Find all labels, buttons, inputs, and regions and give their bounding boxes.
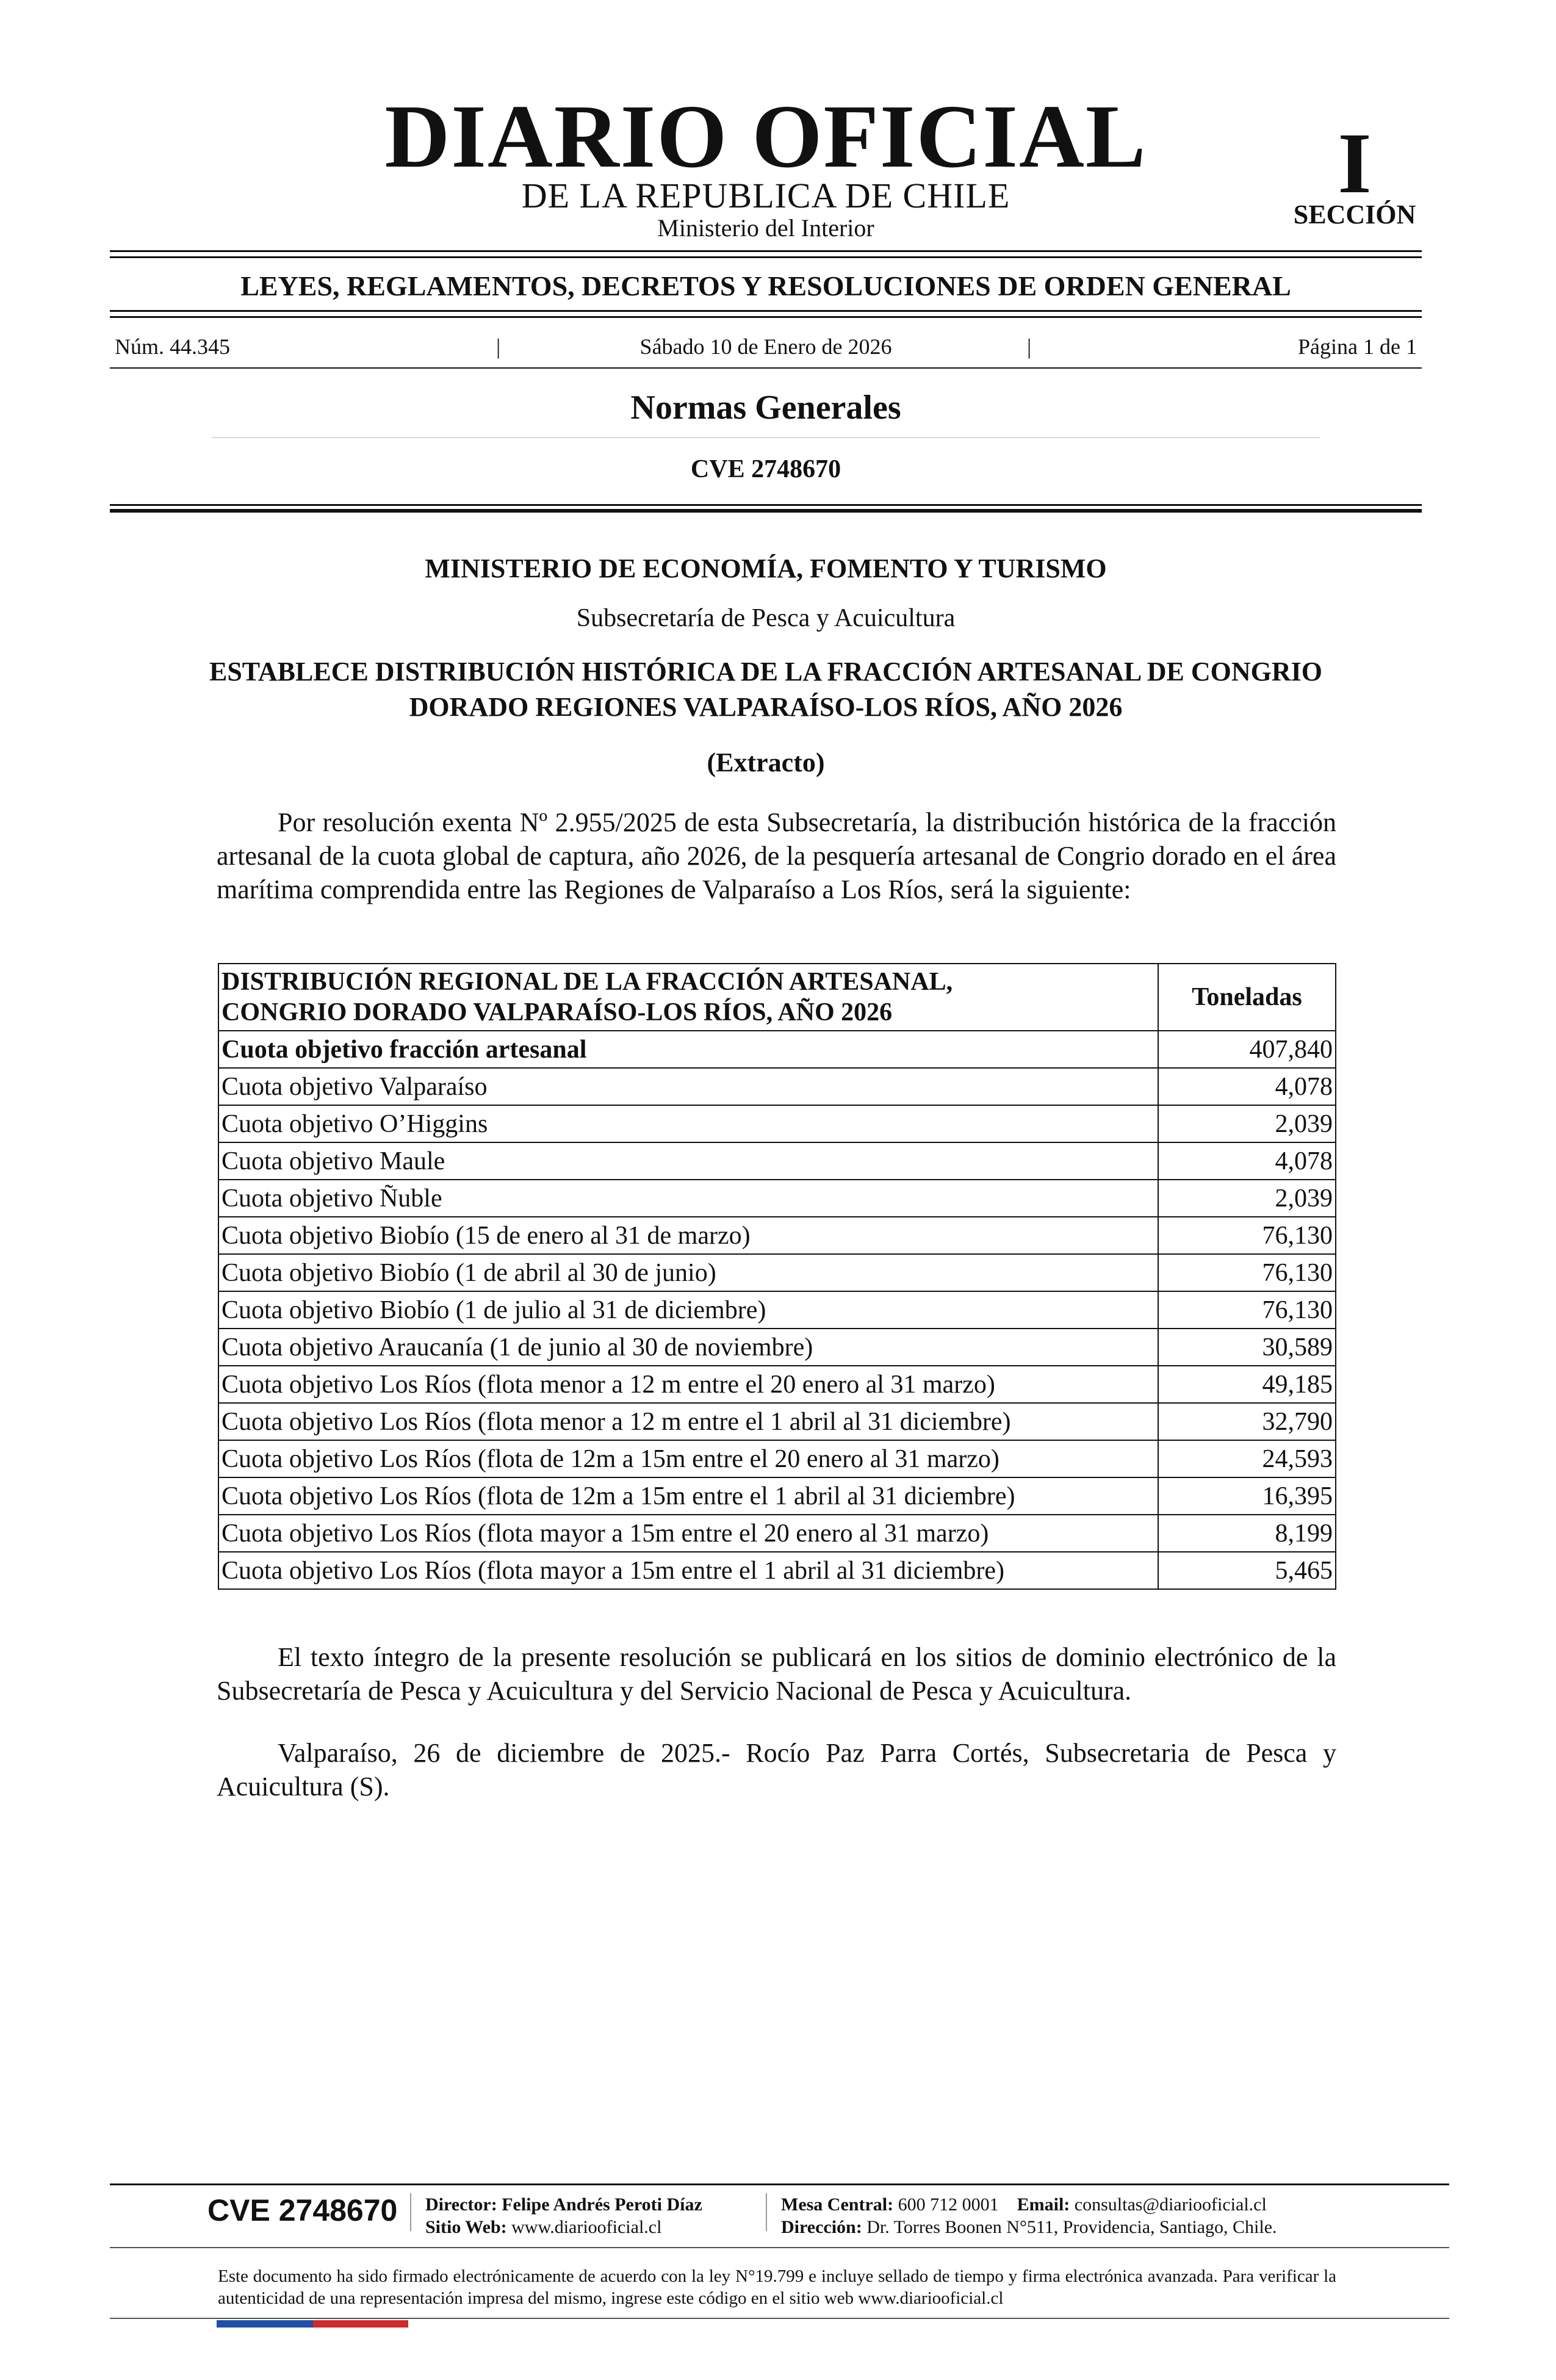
phone-number: 600 712 0001 [898, 2194, 999, 2215]
category-heading: Normas Generales [630, 389, 901, 427]
director-name: Felipe Andrés Peroti Díaz [502, 2194, 702, 2215]
row-label: Cuota objetivo Araucanía (1 de junio al 30 de noviembre) [218, 1329, 1158, 1366]
row-label: Cuota objetivo Biobío (1 de julio al 31 de diciembre) [218, 1291, 1158, 1329]
row-value: 4,078 [1158, 1142, 1336, 1180]
director-label: Director: [425, 2194, 497, 2215]
table-header-line1: DISTRIBUCIÓN REGIONAL DE LA FRACCIÓN ARTESANAL, [222, 968, 953, 996]
issue-rule [110, 367, 1422, 369]
footer-website-link[interactable]: www.diariooficial.cl [511, 2217, 662, 2237]
address-text: Dr. Torres Boonen N°511, Providencia, Santiago, Chile. [866, 2217, 1277, 2237]
row-value: 76,130 [1158, 1254, 1336, 1291]
issue-separator: | [1027, 334, 1032, 359]
footer-contact [781, 2193, 1277, 2238]
row-value: 5,465 [1158, 1552, 1336, 1589]
row-value: 76,130 [1158, 1217, 1336, 1254]
table-row [218, 1180, 1336, 1217]
footer-email-link[interactable]: consultas@diariooficial.cl [1074, 2194, 1267, 2215]
table-row [218, 1068, 1336, 1105]
signature-paragraph: Valparaíso, 26 de diciembre de 2025.- Rocío Paz Parra Cortés, Subsecretaria de Pesca y Acuicultura (S). [217, 1738, 1336, 1801]
table-row [218, 1477, 1336, 1515]
table-row [218, 1254, 1336, 1291]
masthead-rule-top-1 [110, 250, 1422, 252]
banner-rule-2 [110, 316, 1422, 318]
issue-page: Página 1 de 1 [1298, 334, 1417, 359]
row-label: Cuota objetivo Biobío (1 de abril al 30 de junio) [218, 1254, 1158, 1291]
table-row [218, 1552, 1336, 1589]
table-row [218, 1329, 1336, 1366]
phone-label: Mesa Central: [781, 2194, 894, 2215]
section-label: SECCIÓN [1293, 200, 1416, 229]
cve-rule-1 [110, 504, 1422, 506]
row-label: Cuota objetivo Los Ríos (flota menor a 12 m entre el 1 abril al 31 diciembre) [218, 1403, 1158, 1440]
footer-cve: CVE 2748670 [207, 2193, 398, 2227]
flag-stripe-blue [217, 2320, 313, 2328]
row-label: Cuota objetivo Los Ríos (flota menor a 12 m entre el 20 enero al 31 marzo) [218, 1366, 1158, 1403]
cve-code: CVE 2748670 [690, 455, 841, 483]
table-header-unit: Toneladas [1158, 964, 1336, 1031]
banner-rule-1 [110, 310, 1422, 312]
row-value: 407,840 [1158, 1031, 1336, 1068]
row-label: Cuota objetivo Biobío (15 de enero al 31 de marzo) [218, 1217, 1158, 1254]
row-value: 49,185 [1158, 1366, 1336, 1403]
table-header-row [218, 964, 1336, 1031]
table-row [218, 1403, 1336, 1440]
row-value: 8,199 [1158, 1515, 1336, 1552]
row-value: 76,130 [1158, 1291, 1336, 1329]
section-number: I [1338, 115, 1372, 211]
table-header-line2: CONGRIO DORADO VALPARAÍSO-LOS RÍOS, AÑO 2026 [222, 998, 893, 1026]
row-label: Cuota objetivo Los Ríos (flota mayor a 15m entre el 1 abril al 31 diciembre) [218, 1552, 1158, 1589]
cve-rule-2 [110, 509, 1422, 513]
masthead-title: DIARIO OFICIAL [384, 87, 1147, 187]
row-value: 4,078 [1158, 1068, 1336, 1105]
masthead-ministry: Ministerio del Interior [657, 214, 874, 242]
row-value: 30,589 [1158, 1329, 1336, 1366]
row-value: 24,593 [1158, 1440, 1336, 1477]
issue-date: Sábado 10 de Enero de 2026 [639, 334, 892, 359]
flag-stripe-red [313, 2320, 408, 2328]
category-rule [212, 437, 1320, 438]
address-label: Dirección: [781, 2217, 862, 2237]
table-row [218, 1515, 1336, 1552]
table-row [218, 1217, 1336, 1254]
row-label: Cuota objetivo O’Higgins [218, 1105, 1158, 1142]
footer-divider [766, 2193, 767, 2231]
web-label: Sitio Web: [425, 2217, 507, 2237]
subsecretaria: Subsecretaría de Pesca y Acuicultura [576, 604, 956, 632]
footer-rule-mid [110, 2247, 1449, 2248]
issue-number: Núm. 44.345 [115, 334, 230, 359]
extract-label: (Extracto) [707, 748, 825, 777]
table-row [218, 1105, 1336, 1142]
footer-rule-bottom [110, 2318, 1449, 2319]
row-label: Cuota objetivo Los Ríos (flota de 12m a 15m entre el 20 enero al 31 marzo) [218, 1440, 1158, 1477]
email-label: Email: [1017, 2194, 1070, 2215]
intro-paragraph: Por resolución exenta Nº 2.955/2025 de esta Subsecretaría, la distribución histórica de la fracción artesanal de la cuota global de captura, año 2026, de la pesquería artesanal de Congrio dorado en el área marítima comprendida entre las Regiones de Valparaíso a Los Ríos, será la siguiente: [217, 807, 1336, 904]
row-value: 16,395 [1158, 1477, 1336, 1515]
document-title: ESTABLECE DISTRIBUCIÓN HISTÓRICA DE LA FRACCIÓN ARTESANAL DE CONGRIO DORADO REGIONES VALPARAÍSO-LOS RÍOS, AÑO 2026 [209, 657, 1323, 722]
issue-separator: | [496, 334, 501, 359]
ministry-heading: MINISTERIO DE ECONOMÍA, FOMENTO Y TURISMO [425, 554, 1107, 583]
row-label: Cuota objetivo Los Ríos (flota mayor a 15m entre el 20 enero al 31 marzo) [218, 1515, 1158, 1552]
table-header-title [218, 964, 1158, 1031]
footer-rule-top [110, 2183, 1449, 2185]
closing-paragraph: El texto íntegro de la presente resolución se publicará en los sitios de dominio electrónico de la Subsecretaría de Pesca y Acuicultura y del Servicio Nacional de Pesca y Acuicultura. [217, 1642, 1336, 1706]
row-value: 2,039 [1158, 1105, 1336, 1142]
row-label: Cuota objetivo Ñuble [218, 1180, 1158, 1217]
banner-heading: LEYES, REGLAMENTOS, DECRETOS Y RESOLUCIONES DE ORDEN GENERAL [240, 270, 1291, 301]
masthead-subtitle: DE LA REPUBLICA DE CHILE [521, 176, 1010, 215]
row-value: 2,039 [1158, 1180, 1336, 1217]
table-row [218, 1440, 1336, 1477]
row-label: Cuota objetivo Los Ríos (flota de 12m a 15m entre el 1 abril al 31 diciembre) [218, 1477, 1158, 1515]
masthead-rule-top-2 [110, 256, 1422, 258]
table-row [218, 1291, 1336, 1329]
distribution-table [218, 963, 1336, 1590]
table-row [218, 1031, 1336, 1068]
row-value: 32,790 [1158, 1403, 1336, 1440]
row-label: Cuota objetivo Valparaíso [218, 1068, 1158, 1105]
table-row [218, 1366, 1336, 1403]
row-label: Cuota objetivo fracción artesanal [218, 1031, 1158, 1068]
row-label: Cuota objetivo Maule [218, 1142, 1158, 1180]
footer-legal-notice: Este documento ha sido firmado electrónicamente de acuerdo con la ley N°19.799 e incluye sellado de tiempo y firma electrónica avanzada. Para verificar la autenticidad de una representación impresa del mismo, ingrese este código en el sitio web www.diariooficial.cl [218, 2266, 1336, 2308]
table-row [218, 1142, 1336, 1180]
issue-line [110, 334, 1422, 359]
footer-divider [410, 2193, 411, 2231]
footer-director [425, 2193, 702, 2238]
